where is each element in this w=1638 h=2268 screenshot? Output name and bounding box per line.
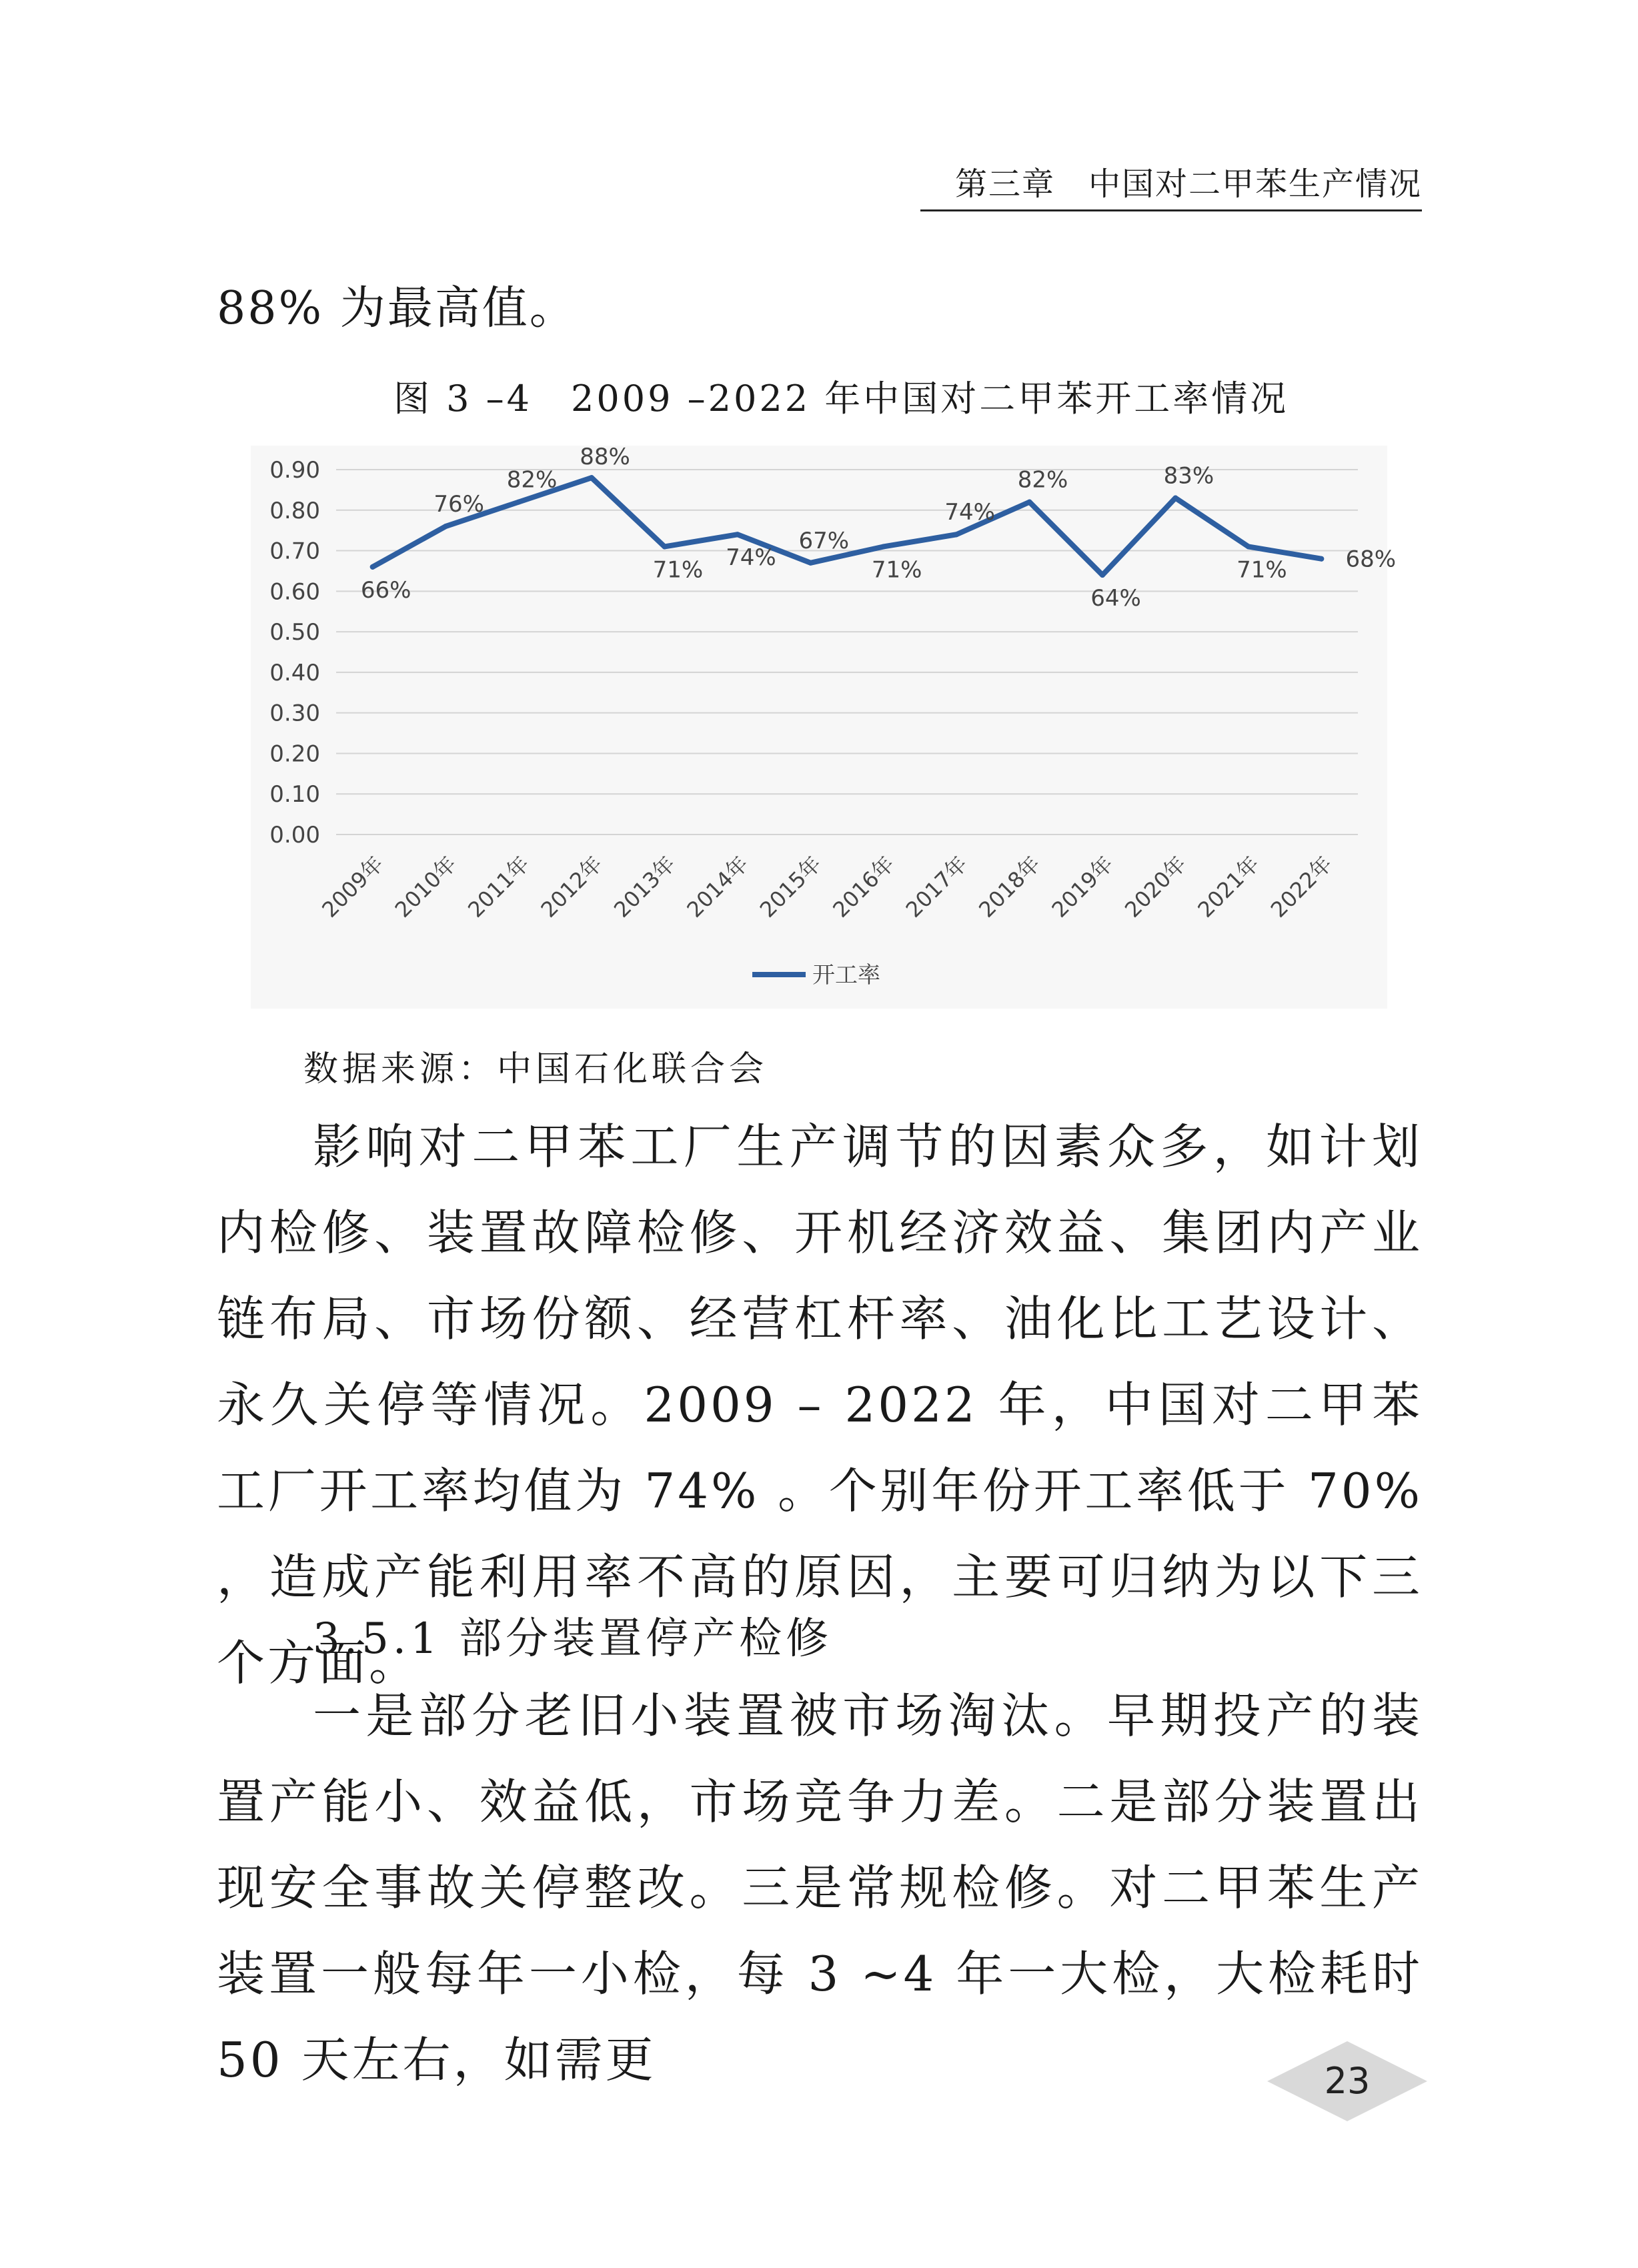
data-label: 74% xyxy=(726,544,776,572)
data-point xyxy=(881,544,886,549)
x-tick-label: 2021年 xyxy=(1192,851,1265,923)
data-label: 67% xyxy=(798,527,850,554)
body-paragraph-2: 一是部分老旧小装置被市场淘汰。早期投产的装置产能小、效益低，市场竞争力差。二是部分装置出现安全事故关停整改。三是常规检修。对二甲苯生产装置一般每年一小检，每 3 ~4 年一大检，大检耗时 50 天左右，如需更 xyxy=(217,1688,1423,2088)
x-tick-label: 2022年 xyxy=(1265,851,1337,923)
legend-label: 开工率 xyxy=(812,962,880,989)
data-label: 66% xyxy=(360,576,412,604)
data-label: 71% xyxy=(1237,556,1287,584)
data-label: 64% xyxy=(1090,585,1141,612)
x-tick-label: 2011年 xyxy=(463,851,535,923)
y-tick-label: 0.60 xyxy=(269,578,320,606)
data-point xyxy=(808,560,813,566)
data-point xyxy=(516,500,522,505)
chart-svg xyxy=(251,444,1397,1009)
x-tick-label: 2019年 xyxy=(1046,851,1118,923)
data-label: 82% xyxy=(1017,466,1068,494)
y-tick-label: 0.30 xyxy=(269,700,320,727)
page-number-badge xyxy=(1267,2041,1427,2121)
data-point xyxy=(1319,556,1324,562)
data-point xyxy=(735,532,740,537)
data-point xyxy=(1246,544,1251,549)
x-tick-label: 2010年 xyxy=(389,851,462,923)
data-point xyxy=(1100,572,1105,578)
y-tick-label: 0.10 xyxy=(269,781,320,808)
x-tick-label: 2014年 xyxy=(682,851,754,923)
data-point xyxy=(589,475,594,480)
page-number: 23 xyxy=(1324,2060,1371,2102)
y-tick-label: 0.90 xyxy=(269,457,320,484)
x-tick-label: 2020年 xyxy=(1119,851,1192,923)
data-source-note: 数据来源：中国石化联合会 xyxy=(303,1049,768,1089)
data-label: 83% xyxy=(1163,462,1214,490)
data-label: 76% xyxy=(434,491,484,518)
section-heading: 3.5.1 部分装置停产检修 xyxy=(313,1614,833,1664)
data-point xyxy=(662,544,667,549)
x-tick-label: 2018年 xyxy=(974,851,1046,923)
y-tick-label: 0.80 xyxy=(269,497,320,524)
running-header: 第三章 中国对二甲苯生产情况 xyxy=(920,165,1422,211)
data-point xyxy=(954,532,959,537)
y-tick-label: 0.20 xyxy=(269,740,320,768)
x-tick-label: 2012年 xyxy=(536,851,608,923)
data-point xyxy=(1027,500,1032,505)
x-tick-label: 2017年 xyxy=(900,851,972,923)
data-point xyxy=(1172,496,1178,501)
x-tick-label: 2009年 xyxy=(317,851,389,923)
x-tick-label: 2015年 xyxy=(754,851,826,923)
body-paragraph-1: 影响对二甲苯工厂生产调节的因素众多，如计划内检修、装置故障检修、开机经济效益、集团内产业链布局、市场份额、经营杠杆率、油化比工艺设计、永久关停等情况。2009 – 2022 年，中国对二甲苯工厂开工率均值为 74% 。个别年份开工率低于 70% ，造成产能利用率不高的原因，主要可归纳为以下三个方面。 xyxy=(217,1119,1423,1691)
data-label: 68% xyxy=(1345,546,1397,573)
data-label: 71% xyxy=(871,556,922,584)
x-tick-label: 2013年 xyxy=(608,851,681,923)
x-tick-label: 2016年 xyxy=(828,851,900,923)
y-tick-label: 0.40 xyxy=(269,659,320,686)
data-label: 82% xyxy=(506,466,558,494)
y-tick-label: 0.50 xyxy=(269,619,320,646)
y-tick-label: 0.70 xyxy=(269,538,320,565)
data-point xyxy=(370,564,375,570)
lead-line: 88% 为最高值。 xyxy=(217,282,577,335)
y-tick-label: 0.00 xyxy=(269,822,320,848)
data-label: 88% xyxy=(580,444,630,471)
data-point xyxy=(443,524,448,529)
data-label: 74% xyxy=(944,499,995,526)
figure-caption: 图 3 –4 2009 –2022 年中国对二甲苯开工率情况 xyxy=(393,378,1289,420)
data-label: 71% xyxy=(652,556,704,584)
line-chart xyxy=(251,444,1397,1009)
